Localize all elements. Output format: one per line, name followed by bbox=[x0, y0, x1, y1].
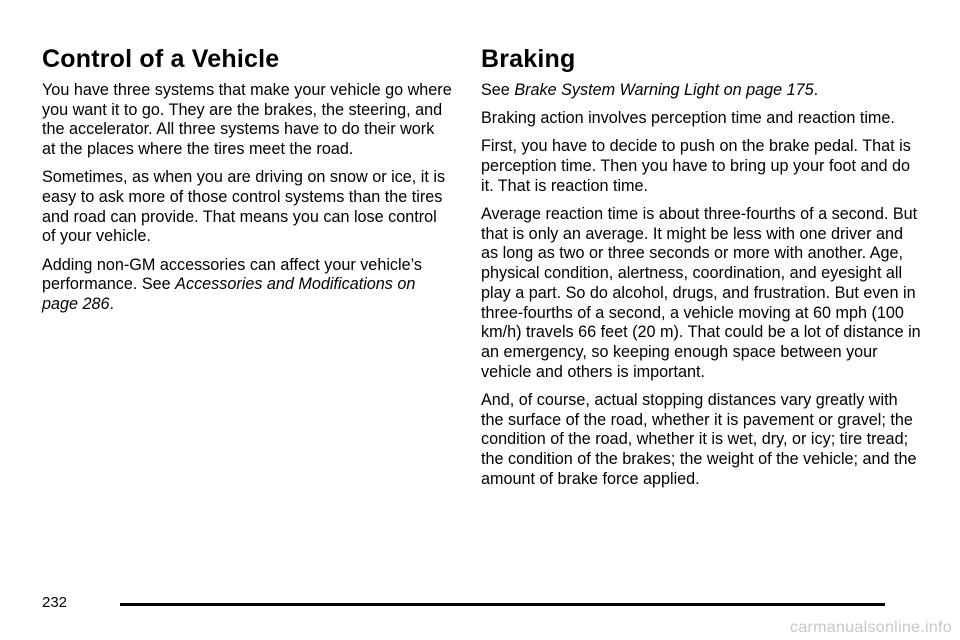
braking-paragraph-4: Average reaction time is about three-fourths of a second. But that is only an average. It might be less with one driver and as long as two or three seconds or more with another. Age, physical condition, alertness, coordination, and eyesight all play a part. So do alcohol, drugs, and frustration. But even in three-fourths of a second, a vehicle moving at 60 mph (100 km/h) travels 66 feet (20 m). That could be a lot of distance in an emergency, so keeping enough space between your vehicle and others is important. bbox=[481, 205, 921, 381]
right-column bbox=[481, 44, 921, 498]
control-paragraph-2: Sometimes, as when you are driving on snow or ice, it is easy to ask more of those control systems than the tires and road can provide. That means you can lose control of your vehicle. bbox=[42, 168, 446, 246]
braking-paragraph-1-end: . bbox=[813, 81, 819, 99]
brake-warning-reference-link[interactable]: Brake System Warning Light on page 175 bbox=[514, 81, 814, 99]
accessories-reference-link[interactable]: Accessories and Modifications on page 286 bbox=[42, 275, 416, 314]
control-paragraph-3-text: Adding non-GM accessories can affect your vehicle’s performance. See bbox=[42, 255, 423, 294]
braking-paragraph-1 bbox=[481, 81, 921, 101]
braking-heading: Braking bbox=[481, 45, 576, 73]
braking-paragraph-3: First, you have to decide to push on the brake pedal. That is perception time. Then you have to bring up your foot and do it. That is reaction time. bbox=[481, 137, 911, 195]
braking-paragraph-1-text: See bbox=[481, 81, 515, 99]
braking-paragraph-5: And, of course, actual stopping distances vary greatly with the surface of the road, whether it is pavement or gravel; the condition of the road, whether it is wet, dry, or icy; tire tread; the condition of the brakes; the weight of the vehicle; and the amount of brake force applied. bbox=[481, 390, 917, 488]
footer-divider bbox=[120, 603, 885, 606]
page-number: 232 bbox=[42, 594, 68, 611]
control-paragraph-1: You have three systems that make your vehicle go where you want it to go. They are the brakes, the steering, and the accelerator. All three systems have to do their work at the places where the tires meet the road. bbox=[42, 81, 452, 159]
control-of-vehicle-heading: Control of a Vehicle bbox=[42, 45, 280, 73]
braking-paragraph-2: Braking action involves perception time and reaction time. bbox=[481, 109, 895, 128]
control-paragraph-3-end: . bbox=[109, 295, 115, 314]
left-column bbox=[42, 44, 452, 323]
watermark-text: carmanualsonline.info bbox=[790, 619, 952, 636]
control-paragraph-3 bbox=[42, 256, 452, 315]
